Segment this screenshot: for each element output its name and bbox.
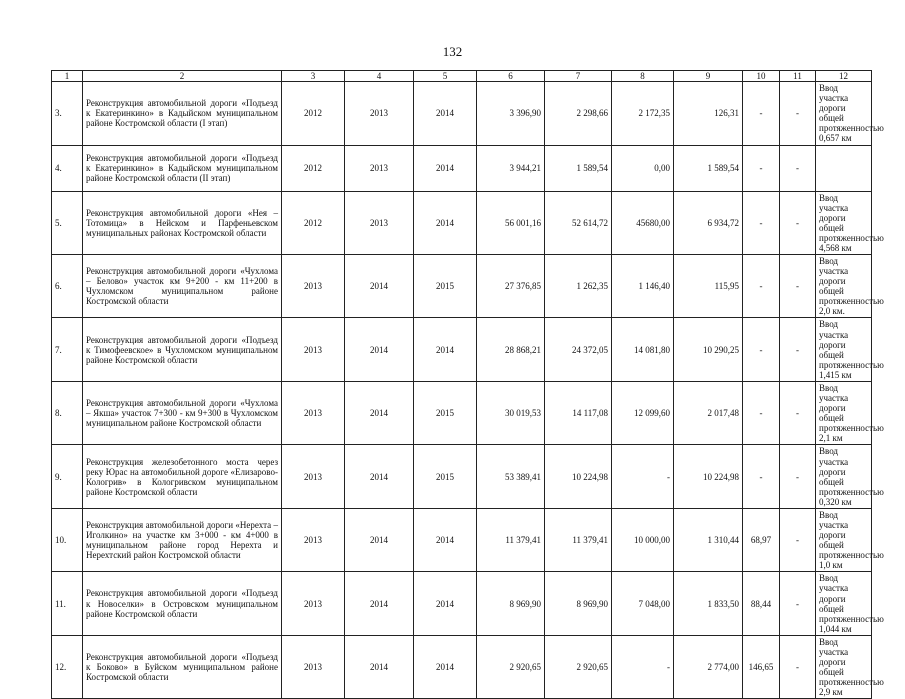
cell-col-4: 2014 (345, 635, 414, 698)
cell-col-6: 3 944,21 (477, 145, 545, 191)
cell-col-3: 2013 (282, 572, 345, 635)
table-row (52, 191, 872, 254)
cell-col-9: 10 290,25 (674, 318, 743, 381)
cell-col-10: 68,97 (743, 508, 780, 571)
cell-col-11: - (780, 191, 816, 254)
table-row (52, 635, 872, 698)
cell-col-6: 3 396,90 (477, 82, 545, 145)
table-row (52, 255, 872, 318)
cell-col-7: 11 379,41 (545, 508, 612, 571)
cell-col-11: - (780, 635, 816, 698)
table-row (52, 572, 872, 635)
cell-col-8: 14 081,80 (612, 318, 674, 381)
row-number: 6. (52, 255, 83, 318)
cell-col-4: 2013 (345, 191, 414, 254)
row-description: Реконструкция автомобильной дороги «Подъезд к Тимофеевское» в Чухломском муниципальном районе Костромской области (83, 318, 282, 381)
cell-col-3: 2012 (282, 191, 345, 254)
cell-col-7: 1 589,54 (545, 145, 612, 191)
row-number: 8. (52, 381, 83, 444)
row-number: 9. (52, 445, 83, 508)
column-header-6: 6 (477, 71, 545, 82)
column-header-2: 2 (83, 71, 282, 82)
cell-col-7: 1 262,35 (545, 255, 612, 318)
cell-col-11: - (780, 572, 816, 635)
cell-col-6: 53 389,41 (477, 445, 545, 508)
cell-col-6: 27 376,85 (477, 255, 545, 318)
page-number: 132 (442, 44, 463, 59)
cell-col-11: - (780, 381, 816, 444)
cell-col-12: Ввод участка дороги общей протяженностью 0,320 км (816, 445, 872, 508)
row-number: 7. (52, 318, 83, 381)
column-header-10: 10 (743, 71, 780, 82)
cell-col-5: 2014 (414, 82, 477, 145)
cell-col-5: 2015 (414, 255, 477, 318)
header-row (52, 71, 872, 82)
cell-col-7: 14 117,08 (545, 381, 612, 444)
cell-col-8: - (612, 635, 674, 698)
row-description: Реконструкция автомобильной дороги «Подъезд к Екатеринкино» в Кадыйском муниципальном районе Костромской области (I этап) (83, 82, 282, 145)
column-header-5: 5 (414, 71, 477, 82)
cell-col-9: 1 589,54 (674, 145, 743, 191)
row-description: Реконструкция автомобильной дороги «Подъезд к Новоселки» в Островском муниципальном районе Костромской области (83, 572, 282, 635)
cell-col-7: 10 224,98 (545, 445, 612, 508)
cell-col-6: 56 001,16 (477, 191, 545, 254)
cell-col-3: 2013 (282, 635, 345, 698)
cell-col-5: 2014 (414, 318, 477, 381)
cell-col-8: 1 146,40 (612, 255, 674, 318)
cell-col-5: 2015 (414, 445, 477, 508)
cell-col-4: 2014 (345, 381, 414, 444)
cell-col-9: 115,95 (674, 255, 743, 318)
column-header-11: 11 (780, 71, 816, 82)
row-number: 4. (52, 145, 83, 191)
cell-col-12: Ввод участка дороги общей протяженностью 2,9 км (816, 635, 872, 698)
cell-col-7: 8 969,90 (545, 572, 612, 635)
cell-col-3: 2013 (282, 255, 345, 318)
cell-col-6: 11 379,41 (477, 508, 545, 571)
row-description: Реконструкция автомобильной дороги «Подъезд к Боково» в Буйском муниципальном районе Костромской области (83, 635, 282, 698)
table-row (52, 508, 872, 571)
cell-col-11: - (780, 82, 816, 145)
cell-col-8: 10 000,00 (612, 508, 674, 571)
cell-col-12: Ввод участка дороги общей протяженностью 1,0 км (816, 508, 872, 571)
cell-col-10: - (743, 255, 780, 318)
row-description: Реконструкция железобетонного моста через реку Юрас на автомобильной дороге «Елизарово-Кологрив» в Кологривском муниципальном районе Костромской области (83, 445, 282, 508)
row-number: 5. (52, 191, 83, 254)
cell-col-5: 2014 (414, 191, 477, 254)
cell-col-10: - (743, 381, 780, 444)
table-row (52, 381, 872, 444)
row-description: Реконструкция автомобильной дороги «Подъезд к Екатеринкино» в Кадыйском муниципальном районе Костромской области (II этап) (83, 145, 282, 191)
row-number: 12. (52, 635, 83, 698)
column-header-12: 12 (816, 71, 872, 82)
data-table (51, 70, 884, 699)
cell-col-4: 2014 (345, 572, 414, 635)
cell-col-8: 12 099,60 (612, 381, 674, 444)
cell-col-3: 2013 (282, 508, 345, 571)
cell-col-4: 2014 (345, 255, 414, 318)
row-description: Реконструкция автомобильной дороги «Чухлома – Якша» участок 7+300 - км 9+300 в Чухломском муниципальном районе Костромской области (83, 381, 282, 444)
cell-col-8: 7 048,00 (612, 572, 674, 635)
row-description: Реконструкция автомобильной дороги «Нерехта – Иголкино» на участке км 3+000 - км 4+000 в муниципальном районе город Нерехта и Нерехтский район Костромской области (83, 508, 282, 571)
cell-col-5: 2014 (414, 508, 477, 571)
cell-col-6: 2 920,65 (477, 635, 545, 698)
row-number: 11. (52, 572, 83, 635)
row-description: Реконструкция автомобильной дороги «Нея – Тотомица» в Нейском и Парфеньевском муниципальных районах Костромской области (83, 191, 282, 254)
cell-col-7: 2 920,65 (545, 635, 612, 698)
cell-col-10: - (743, 82, 780, 145)
cell-col-5: 2014 (414, 572, 477, 635)
cell-col-6: 28 868,21 (477, 318, 545, 381)
cell-col-10: - (743, 191, 780, 254)
cell-col-4: 2013 (345, 145, 414, 191)
cell-col-9: 1 833,50 (674, 572, 743, 635)
cell-col-9: 10 224,98 (674, 445, 743, 508)
cell-col-9: 1 310,44 (674, 508, 743, 571)
cell-col-7: 24 372,05 (545, 318, 612, 381)
column-header-8: 8 (612, 71, 674, 82)
cell-col-9: 6 934,72 (674, 191, 743, 254)
cell-col-12: Ввод участка дороги общей протяженностью 1,044 км (816, 572, 872, 635)
cell-col-9: 2 774,00 (674, 635, 743, 698)
cell-col-12: Ввод участка дороги общей протяженностью 4,568 км (816, 191, 872, 254)
cell-col-12: Ввод участка дороги общей протяженностью 2,0 км. (816, 255, 872, 318)
table-row (52, 82, 872, 145)
cell-col-6: 8 969,90 (477, 572, 545, 635)
cell-col-4: 2014 (345, 445, 414, 508)
cell-col-3: 2013 (282, 318, 345, 381)
cell-col-4: 2014 (345, 508, 414, 571)
table-row (52, 318, 872, 381)
cell-col-7: 2 298,66 (545, 82, 612, 145)
cell-col-11: - (780, 445, 816, 508)
cell-col-3: 2012 (282, 145, 345, 191)
table-row (52, 445, 872, 508)
cell-col-11: - (780, 145, 816, 191)
cell-col-12: Ввод участка дороги общей протяженностью 2,1 км (816, 381, 872, 444)
cell-col-8: 0,00 (612, 145, 674, 191)
row-number: 10. (52, 508, 83, 571)
cell-col-5: 2014 (414, 145, 477, 191)
cell-col-12: Ввод участка дороги общей протяженностью 0,657 км (816, 82, 872, 145)
cell-col-7: 52 614,72 (545, 191, 612, 254)
cell-col-11: - (780, 508, 816, 571)
cell-col-5: 2014 (414, 635, 477, 698)
cell-col-10: 88,44 (743, 572, 780, 635)
cell-col-12 (816, 145, 872, 191)
cell-col-4: 2014 (345, 318, 414, 381)
cell-col-9: 126,31 (674, 82, 743, 145)
row-description: Реконструкция автомобильной дороги «Чухлома – Белово» участок км 9+200 - км 11+200 в Чухломском муниципальном районе Костромской области (83, 255, 282, 318)
cell-col-3: 2012 (282, 82, 345, 145)
cell-col-8: - (612, 445, 674, 508)
table-row (52, 145, 872, 191)
column-header-3: 3 (282, 71, 345, 82)
cell-col-6: 30 019,53 (477, 381, 545, 444)
column-header-1: 1 (52, 71, 83, 82)
cell-col-4: 2013 (345, 82, 414, 145)
cell-col-10: - (743, 445, 780, 508)
cell-col-11: - (780, 255, 816, 318)
row-number: 3. (52, 82, 83, 145)
cell-col-10: - (743, 318, 780, 381)
cell-col-10: - (743, 145, 780, 191)
cell-col-8: 2 172,35 (612, 82, 674, 145)
cell-col-3: 2013 (282, 381, 345, 444)
column-header-4: 4 (345, 71, 414, 82)
column-header-9: 9 (674, 71, 743, 82)
cell-col-5: 2015 (414, 381, 477, 444)
cell-col-9: 2 017,48 (674, 381, 743, 444)
column-header-7: 7 (545, 71, 612, 82)
cell-col-12: Ввод участка дороги общей протяженностью 1,415 км (816, 318, 872, 381)
cell-col-10: 146,65 (743, 635, 780, 698)
cell-col-11: - (780, 318, 816, 381)
cell-col-3: 2013 (282, 445, 345, 508)
cell-col-8: 45680,00 (612, 191, 674, 254)
